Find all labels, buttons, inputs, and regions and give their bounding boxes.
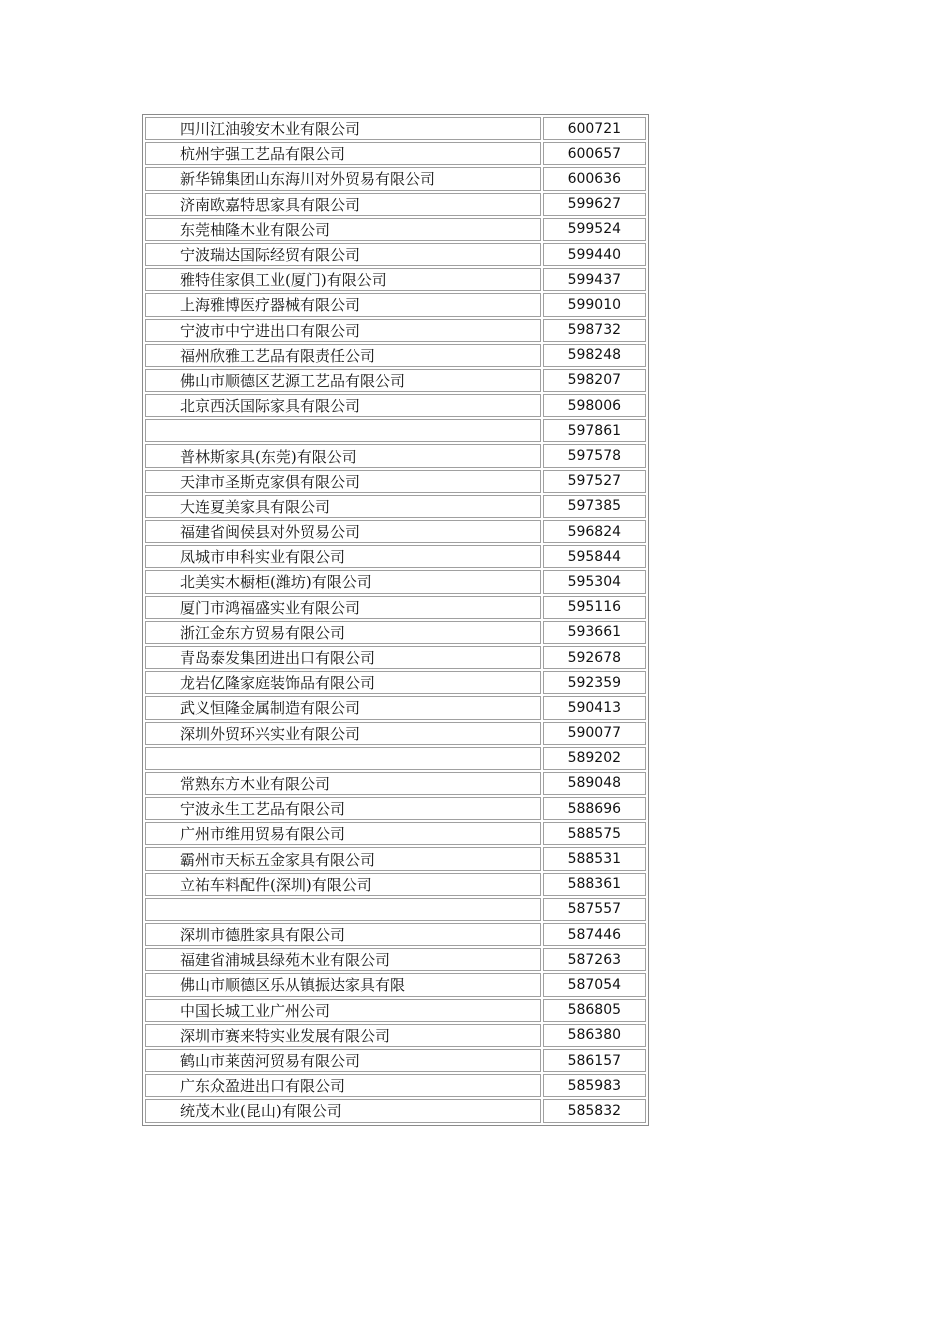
value-cell: 597385 — [543, 495, 646, 518]
value-cell: 598207 — [543, 369, 646, 392]
table-row — [145, 797, 646, 820]
value-cell: 597527 — [543, 470, 646, 493]
company-name-cell: 鹤山市莱茵河贸易有限公司 — [145, 1049, 541, 1072]
table-row — [145, 545, 646, 568]
value-cell: 599010 — [543, 293, 646, 316]
value-cell: 585832 — [543, 1099, 646, 1122]
table-row — [145, 596, 646, 619]
table-row — [145, 847, 646, 870]
company-name-cell: 济南欧嘉特思家具有限公司 — [145, 193, 541, 216]
table-row — [145, 117, 646, 140]
value-cell: 590413 — [543, 696, 646, 719]
value-cell: 592678 — [543, 646, 646, 669]
value-cell: 588361 — [543, 873, 646, 896]
table-row — [145, 293, 646, 316]
company-name-cell: 佛山市顺德区艺源工艺品有限公司 — [145, 369, 541, 392]
company-name-cell: 霸州市天标五金家具有限公司 — [145, 847, 541, 870]
company-name-cell: 深圳外贸环兴实业有限公司 — [145, 722, 541, 745]
table-row — [145, 621, 646, 644]
value-cell: 589202 — [543, 747, 646, 770]
value-cell: 590077 — [543, 722, 646, 745]
company-name-cell: 福建省浦城县绿苑木业有限公司 — [145, 948, 541, 971]
company-name-cell — [145, 898, 541, 921]
table-row — [145, 193, 646, 216]
value-cell: 600657 — [543, 142, 646, 165]
value-cell: 585983 — [543, 1074, 646, 1097]
company-name-cell: 普林斯家具(东莞)有限公司 — [145, 444, 541, 467]
company-name-cell: 福建省闽侯县对外贸易公司 — [145, 520, 541, 543]
value-cell: 586157 — [543, 1049, 646, 1072]
table-row — [145, 671, 646, 694]
table-row — [145, 898, 646, 921]
company-name-cell: 武义恒隆金属制造有限公司 — [145, 696, 541, 719]
table-row — [145, 344, 646, 367]
company-name-cell: 统茂木业(昆山)有限公司 — [145, 1099, 541, 1122]
company-name-cell: 佛山市顺德区乐从镇振达家具有限 — [145, 973, 541, 996]
company-name-cell: 北京西沃国际家具有限公司 — [145, 394, 541, 417]
company-name-cell: 宁波永生工艺品有限公司 — [145, 797, 541, 820]
value-cell: 586805 — [543, 999, 646, 1022]
table-row — [145, 520, 646, 543]
table-row — [145, 923, 646, 946]
company-table — [142, 114, 649, 1126]
table-row — [145, 696, 646, 719]
company-name-cell: 广州市维用贸易有限公司 — [145, 822, 541, 845]
company-name-cell: 深圳市德胜家具有限公司 — [145, 923, 541, 946]
value-cell: 596824 — [543, 520, 646, 543]
table-row — [145, 142, 646, 165]
table-row — [145, 167, 646, 190]
company-name-cell — [145, 747, 541, 770]
table-row — [145, 394, 646, 417]
company-name-cell: 中国长城工业广州公司 — [145, 999, 541, 1022]
value-cell: 597861 — [543, 419, 646, 442]
value-cell: 588531 — [543, 847, 646, 870]
company-name-cell: 浙江金东方贸易有限公司 — [145, 621, 541, 644]
value-cell: 588575 — [543, 822, 646, 845]
value-cell: 589048 — [543, 772, 646, 795]
company-table-body — [145, 117, 646, 1123]
table-row — [145, 973, 646, 996]
table-row — [145, 444, 646, 467]
table-row — [145, 772, 646, 795]
table-row — [145, 1024, 646, 1047]
value-cell: 599627 — [543, 193, 646, 216]
company-name-cell: 大连夏美家具有限公司 — [145, 495, 541, 518]
value-cell: 595304 — [543, 570, 646, 593]
table-row — [145, 419, 646, 442]
table-row — [145, 268, 646, 291]
table-row — [145, 243, 646, 266]
value-cell: 599440 — [543, 243, 646, 266]
company-name-cell: 上海雅博医疗器械有限公司 — [145, 293, 541, 316]
value-cell: 588696 — [543, 797, 646, 820]
table-row — [145, 570, 646, 593]
table-row — [145, 722, 646, 745]
value-cell: 587263 — [543, 948, 646, 971]
table-row — [145, 999, 646, 1022]
company-name-cell: 雅特佳家俱工业(厦门)有限公司 — [145, 268, 541, 291]
company-name-cell: 厦门市鸿福盛实业有限公司 — [145, 596, 541, 619]
value-cell: 598248 — [543, 344, 646, 367]
company-name-cell: 杭州宇强工艺品有限公司 — [145, 142, 541, 165]
value-cell: 587557 — [543, 898, 646, 921]
value-cell: 599524 — [543, 218, 646, 241]
value-cell: 595844 — [543, 545, 646, 568]
value-cell: 598732 — [543, 319, 646, 342]
value-cell: 587446 — [543, 923, 646, 946]
company-name-cell: 常熟东方木业有限公司 — [145, 772, 541, 795]
value-cell: 598006 — [543, 394, 646, 417]
company-name-cell — [145, 419, 541, 442]
table-row — [145, 470, 646, 493]
company-name-cell: 宁波瑞达国际经贸有限公司 — [145, 243, 541, 266]
company-name-cell: 广东众盈进出口有限公司 — [145, 1074, 541, 1097]
company-name-cell: 新华锦集团山东海川对外贸易有限公司 — [145, 167, 541, 190]
table-row — [145, 218, 646, 241]
table-row — [145, 1099, 646, 1122]
table-row — [145, 747, 646, 770]
value-cell: 592359 — [543, 671, 646, 694]
value-cell: 587054 — [543, 973, 646, 996]
company-name-cell: 深圳市赛来特实业发展有限公司 — [145, 1024, 541, 1047]
value-cell: 595116 — [543, 596, 646, 619]
company-name-cell: 宁波市中宁进出口有限公司 — [145, 319, 541, 342]
value-cell: 599437 — [543, 268, 646, 291]
company-name-cell: 凤城市申科实业有限公司 — [145, 545, 541, 568]
table-row — [145, 319, 646, 342]
table-row — [145, 873, 646, 896]
table-row — [145, 495, 646, 518]
company-name-cell: 东莞柚隆木业有限公司 — [145, 218, 541, 241]
value-cell: 586380 — [543, 1024, 646, 1047]
company-name-cell: 天津市圣斯克家俱有限公司 — [145, 470, 541, 493]
table-row — [145, 369, 646, 392]
company-name-cell: 立祐车料配件(深圳)有限公司 — [145, 873, 541, 896]
value-cell: 600636 — [543, 167, 646, 190]
value-cell: 593661 — [543, 621, 646, 644]
table-row — [145, 1074, 646, 1097]
table-row — [145, 822, 646, 845]
table-row — [145, 1049, 646, 1072]
company-name-cell: 龙岩亿隆家庭装饰品有限公司 — [145, 671, 541, 694]
value-cell: 600721 — [543, 117, 646, 140]
company-name-cell: 福州欣雅工艺品有限责任公司 — [145, 344, 541, 367]
company-name-cell: 四川江油骏安木业有限公司 — [145, 117, 541, 140]
company-name-cell: 青岛泰发集团进出口有限公司 — [145, 646, 541, 669]
company-name-cell: 北美实木橱柜(潍坊)有限公司 — [145, 570, 541, 593]
value-cell: 597578 — [543, 444, 646, 467]
table-row — [145, 646, 646, 669]
table-row — [145, 948, 646, 971]
